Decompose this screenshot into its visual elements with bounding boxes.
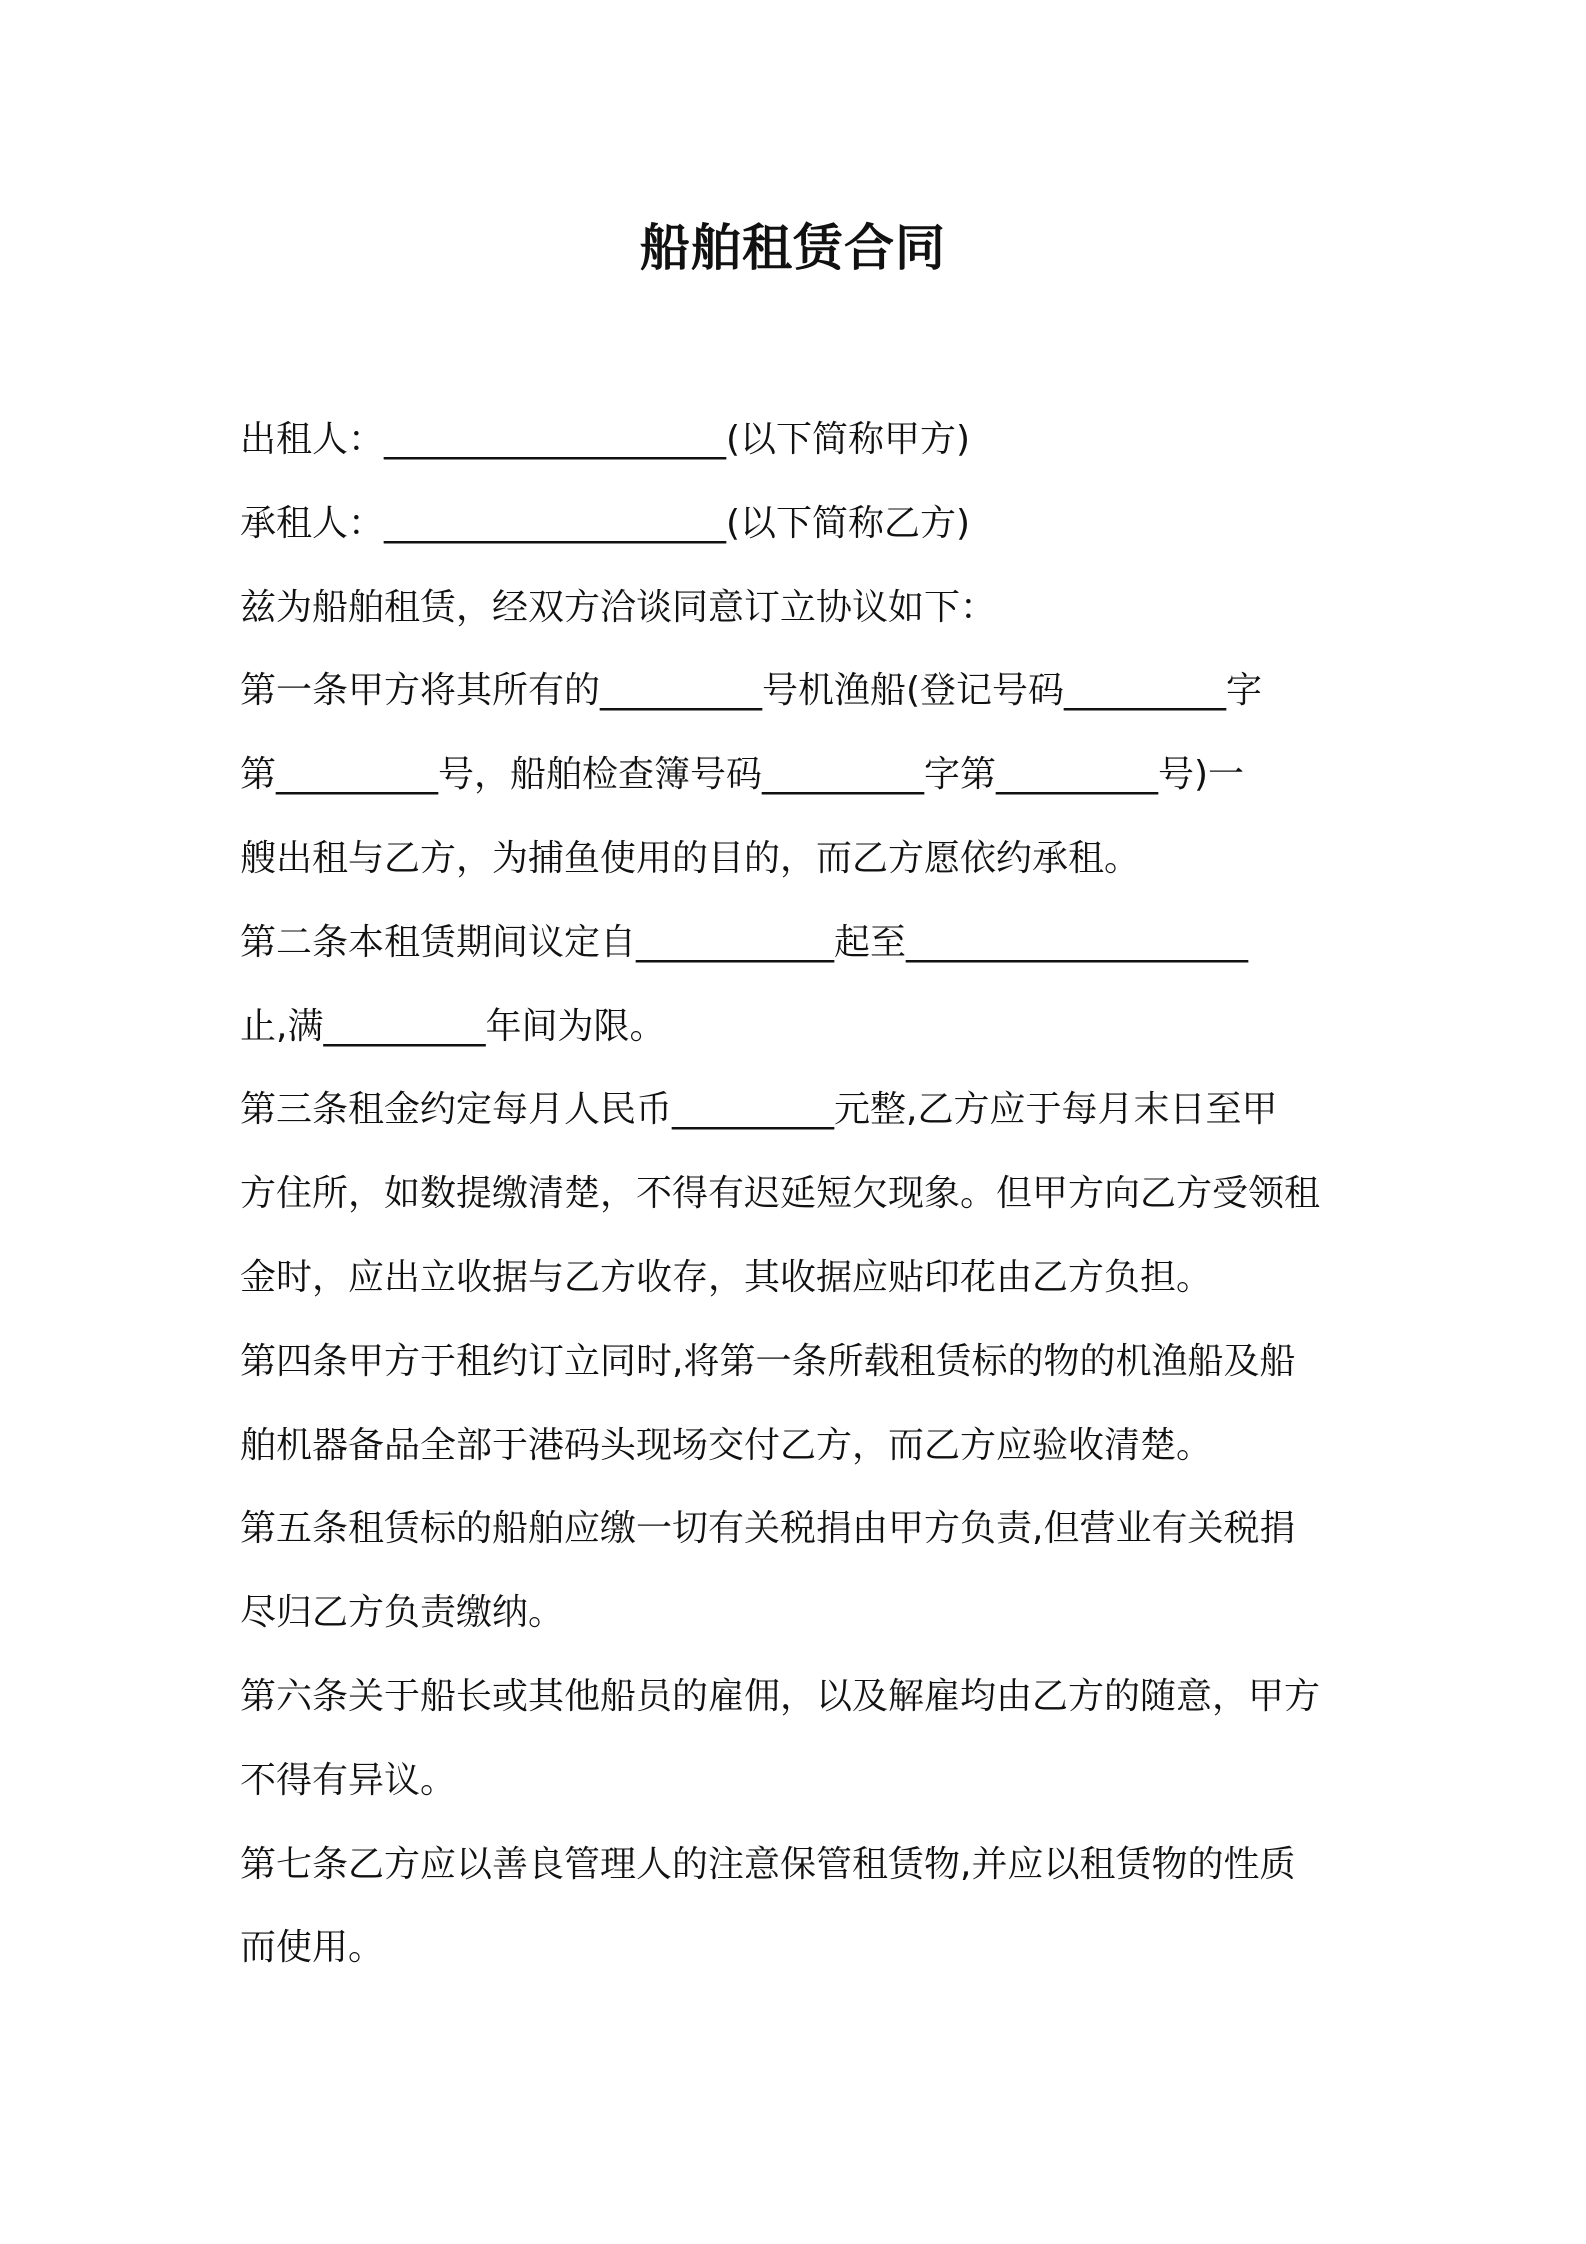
article-1-line-1: 第一条甲方将其所有的_________号机渔船(登记号码_________字: [240, 670, 1263, 712]
article-4-line-2: 舶机器备品全部于港码头现场交付乙方，而乙方应验收清楚。: [240, 1424, 1213, 1466]
article-3-line-1: 第三条租金约定每月人民币_________元整,乙方应于每月末日至甲: [240, 1089, 1278, 1131]
line-preamble: 兹为船舶租赁，经双方洽谈同意订立协议如下：: [240, 586, 997, 628]
article-2-line-1: 第二条本租赁期间议定自___________起至___________________: [240, 921, 1249, 963]
article-6-line-2: 不得有异议。: [240, 1759, 457, 1801]
article-5-line-1: 第五条租赁标的船舶应缴一切有关税捐由甲方负责,但营业有关税捐: [240, 1508, 1296, 1550]
document-title: 船舶租赁合同: [640, 219, 946, 277]
article-7-line-2: 而使用。: [240, 1927, 385, 1969]
article-4-line-1: 第四条甲方于租约订立同时,将第一条所载租赁标的物的机渔船及船: [240, 1340, 1296, 1382]
article-6-line-1: 第六条关于船长或其他船员的雇佣，以及解雇均由乙方的随意，甲方: [240, 1675, 1321, 1717]
article-1-line-3: 艘出租与乙方，为捕鱼使用的目的，而乙方愿依约承租。: [240, 837, 1141, 879]
line-lessor: 出租人：___________________(以下简称甲方): [240, 419, 971, 460]
article-5-line-2: 尽归乙方负责缴纳。: [240, 1592, 565, 1634]
article-2-line-2: 止,满_________年间为限。: [240, 1005, 666, 1047]
article-3-line-2: 方住所，如数提缴清楚，不得有迟延短欠现象。但甲方向乙方受领租: [240, 1173, 1321, 1215]
article-1-line-2: 第_________号，船舶检查簿号码_________字第_________号)一: [240, 754, 1245, 796]
contract-body: [240, 398, 1350, 1990]
article-3-line-3: 金时，应出立收据与乙方收存，其收据应贴印花由乙方负担。: [240, 1256, 1213, 1298]
line-lessee: 承租人：___________________(以下简称乙方): [240, 502, 971, 544]
article-7-line-1: 第七条乙方应以善良管理人的注意保管租赁物,并应以租赁物的性质: [240, 1843, 1296, 1885]
